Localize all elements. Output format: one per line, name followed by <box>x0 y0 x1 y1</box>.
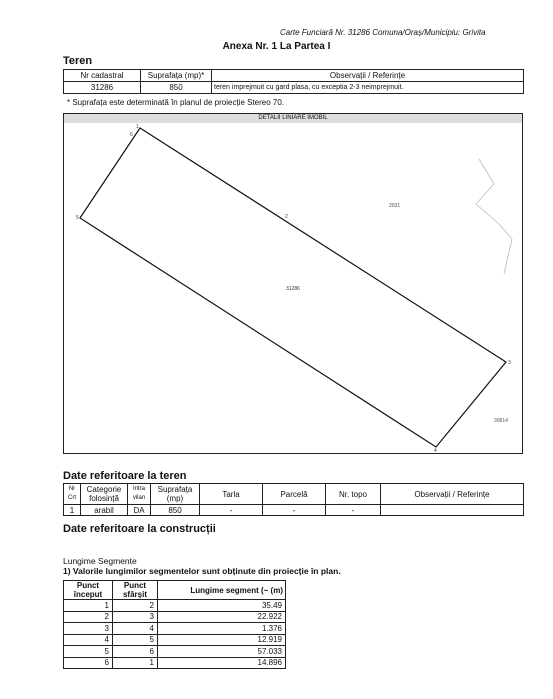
cell-suprafata: 850 <box>141 82 212 94</box>
lungime-segmente-subtitle: 1) Valorile lungimilor segmentelor sunt obținute din proiecție în plan. <box>63 566 341 576</box>
col-parcela: Parcelă <box>263 484 326 505</box>
cell: 2 <box>64 611 113 623</box>
cell: - <box>263 505 326 516</box>
plan-title: DETALII LINIARE IMOBIL <box>64 114 522 123</box>
cell <box>381 505 524 516</box>
col-observatii: Observații / Referințe <box>212 70 524 82</box>
teren-section-title: Teren <box>63 55 93 67</box>
cell: 5 <box>113 634 158 646</box>
table-row <box>64 634 286 646</box>
cell: 1.376 <box>158 623 286 635</box>
col-nr-crt: Nr Crt <box>64 484 81 505</box>
carte-funciara-header: Carte Funciară Nr. 31286 Comuna/Oraș/Municipiu: Grivita <box>280 28 486 37</box>
cell: 57.033 <box>158 646 286 658</box>
suprafata-note: * Suprafața este determinată în planul de proiecție Stereo 70. <box>67 98 285 107</box>
col-intravilan: Intra vilan <box>128 484 151 505</box>
table-row <box>64 82 524 94</box>
cell: 1 <box>113 657 158 669</box>
neighbor-label: 2031 <box>389 203 401 209</box>
table-row <box>64 657 286 669</box>
teren-table <box>63 69 524 94</box>
vertex-label: 4 <box>434 448 437 453</box>
cell: - <box>326 505 381 516</box>
table-row <box>64 505 524 516</box>
segmente-table <box>63 580 286 669</box>
col-nr-topo: Nr. topo <box>326 484 381 505</box>
neighbor-label: 30814 <box>494 418 508 424</box>
cell: 1 <box>64 505 81 516</box>
cell: 6 <box>113 646 158 658</box>
plan-box <box>63 113 523 454</box>
parcel-label: 31286 <box>286 286 300 292</box>
col-lungime: Lungime segment (~ (m) <box>158 581 286 600</box>
cell: 3 <box>113 611 158 623</box>
table-row <box>64 600 286 612</box>
annex-title: Anexa Nr. 1 La Partea I <box>222 41 331 52</box>
cell: 12.919 <box>158 634 286 646</box>
table-row <box>64 646 286 658</box>
date-teren-table <box>63 483 524 516</box>
cell: 5 <box>64 646 113 658</box>
cell: - <box>200 505 263 516</box>
cell: 22.922 <box>158 611 286 623</box>
cell: 2 <box>113 600 158 612</box>
col-suprafata: Suprafața (mp)* <box>141 70 212 82</box>
vertex-label: 1 <box>136 124 139 130</box>
cell: 850 <box>151 505 200 516</box>
cell: 35.49 <box>158 600 286 612</box>
col-tarla: Tarla <box>200 484 263 505</box>
table-row <box>64 611 286 623</box>
col-suprafata: Suprafața (mp) <box>151 484 200 505</box>
cell: 14.896 <box>158 657 286 669</box>
col-punct-inceput: Punct început <box>64 581 113 600</box>
lungime-segmente-title: Lungime Segmente <box>63 556 137 566</box>
cell: 6 <box>64 657 113 669</box>
date-constructii-title: Date referitoare la construcții <box>63 523 216 535</box>
cell: 3 <box>64 623 113 635</box>
cell: DA <box>128 505 151 516</box>
date-teren-title: Date referitoare la teren <box>63 470 187 482</box>
col-observatii: Observații / Referințe <box>381 484 524 505</box>
col-punct-sfarsit: Punct sfârșit <box>113 581 158 600</box>
cell-nr-cadastral: 31286 <box>64 82 141 94</box>
col-categorie: Categorie folosință <box>81 484 128 505</box>
cell: arabil <box>81 505 128 516</box>
vertex-label: 6 <box>130 132 133 138</box>
vertex-label: 5 <box>76 215 79 221</box>
vertex-label: 2 <box>285 214 288 220</box>
vertex-label: 3 <box>508 360 511 366</box>
col-nr-cadastral: Nr cadastral <box>64 70 141 82</box>
cell-observatii: teren imprejmuit cu gard plasa, cu exceptia 2-3 neimprejmuit. <box>212 82 524 94</box>
cell: 1 <box>64 600 113 612</box>
neighbor-outline <box>476 159 512 274</box>
cell: 4 <box>113 623 158 635</box>
parcel-drawing <box>64 114 522 453</box>
cell: 4 <box>64 634 113 646</box>
table-row <box>64 623 286 635</box>
